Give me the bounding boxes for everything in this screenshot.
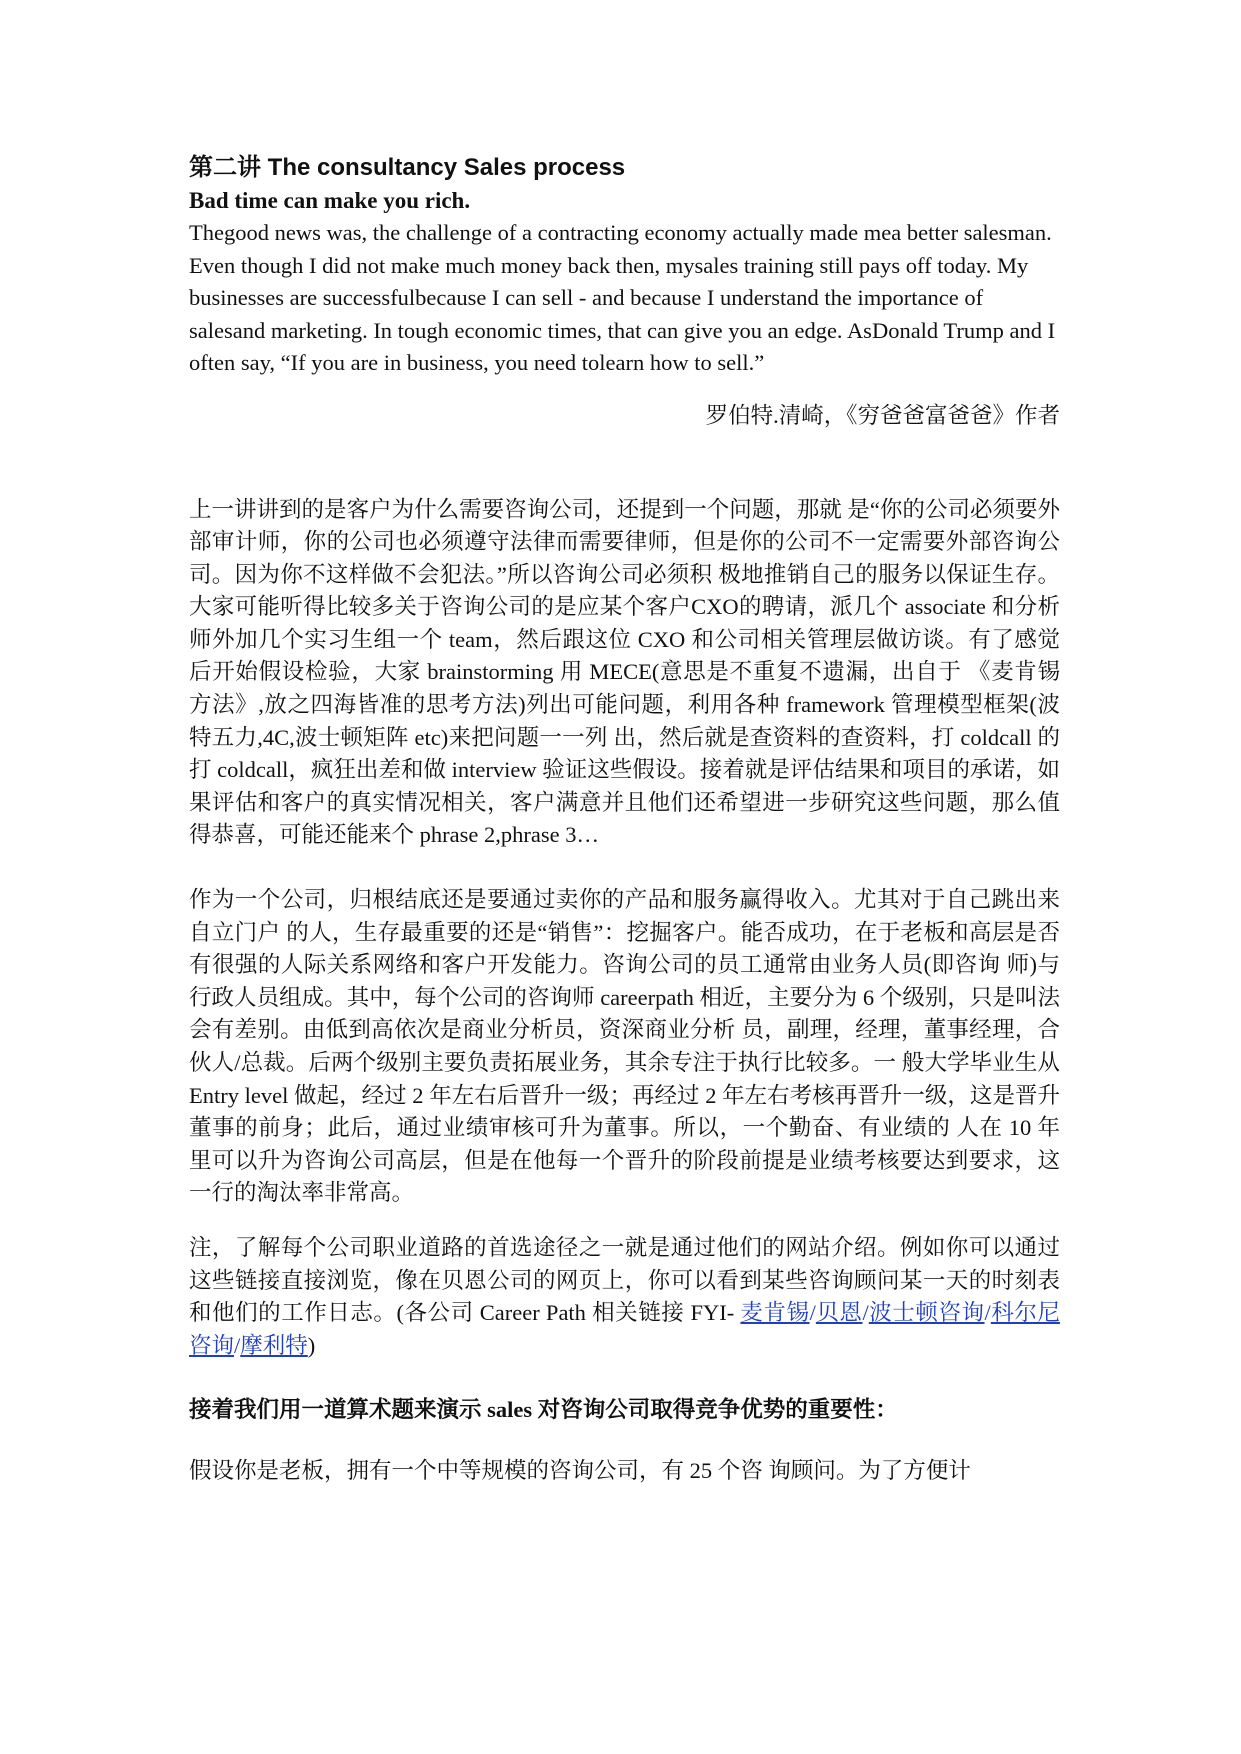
- document-page: [189, 150, 1060, 1488]
- paragraph-career-path: 作为一个公司，归根结底还是要通过卖你的产品和服务赢得收入。尤其对于自己跳出来自立门户 的人，生存最重要的还是“销售”：挖掘客户。能否成功，在于老板和高层是否有很强的人际关系网络和客户开发能力。咨询公司的员工通常由业务人员(即咨询 师)与行政人员组成。其中，每个公司的咨询师 careerpath 相近，主要分为 6 个级别，只是叫法会有差别。由低到高依次是商业分析员，资深商业分析 员，副理，经理，董事经理，合伙人/总裁。后两个级别主要负责拓展业务，其余专注于执行比较多。一 般大学毕业生从 Entry level 做起，经过 2 年左右后晋升一级；再经过 2 年左右考核再晋升一级，这是晋升董事的前身；此后，通过业绩审核可升为董事。所以，一个勤奋、有业绩的 人在 10 年里可以升为咨询公司高层，但是在他每一个晋升的阶段前提是业绩考核要达到要求，这一行的淘汰率非常高。: [189, 887, 1060, 1206]
- career-links-intro: 注，了解每个公司职业道路的首选途径之一就是通过他们的网站介绍。例如你可以通过这些链接直接浏览，像在贝恩公司的网页上，你可以看到某些咨询顾问某一天的时刻表和他们的工作日志。(各公司 Career Path 相关链接 FYI-: [189, 1234, 1060, 1326]
- quote-headline: Bad time can make you rich.: [189, 188, 471, 213]
- link-mckinsey[interactable]: 麦肯锡: [740, 1300, 810, 1326]
- paragraph-career-links: [189, 1232, 1060, 1362]
- lecture-number: 第二讲: [189, 153, 261, 181]
- paragraph-consulting-process: 上一讲讲到的是客户为什么需要咨询公司，还提到一个问题，那就 是“你的公司必须要外部审计师，你的公司也必须遵守法律而需要律师，但是你的公司不一定需要外部咨询公司。因为你不这样做不会犯法。”所以咨询公司必须积 极地推销自己的服务以保证生存。大家可能听得比较多关于咨询公司的是应某个客户CXO的聘请，派几个 associate 和分析师外加几个实习生组一个 team，然后跟这位 CXO 和公司相关管理层做访谈。有了感觉后开始假设检验，大家 brainstorming 用 MECE(意思是不重复不遗漏，出自于 《麦肯锡方法》,放之四海皆准的思考方法)列出可能问题，利用各种 framework 管理模型框架(波特五力,4C,波士顿矩阵 etc)来把问题一一列 出，然后就是查资料的查资料，打 coldcall 的打 coldcall，疯狂出差和做 interview 验证这些假设。接着就是评估结果和项目的承诺，如 果评估和客户的真实情况相关，客户满意并且他们还希望进一步研究这些问题，那么值得恭喜，可能还能来个 phrase 2,phrase 3…: [189, 496, 1060, 848]
- link-bain[interactable]: 贝恩: [815, 1300, 863, 1326]
- link-monitor[interactable]: 摩利特: [240, 1332, 308, 1358]
- career-links-close: ): [307, 1332, 316, 1358]
- opening-quote: Thegood news was, the challenge of a contracting economy actually made mea better salesman. Even though I did not make much money back then, mysales training still pays off today. My businesses are successfulbecause I can sell - and because I understand the importance of salesand marketing. In tough economic times, that can give you an edge. AsDonald Trump and I often say, “If you are in business, you need tolearn how to sell.”: [189, 220, 1056, 375]
- quote-attribution: 罗伯特.清崎，《穷爸爸富爸爸》作者: [705, 402, 1060, 428]
- link-kearney[interactable]: 科尔尼咨询: [189, 1300, 1060, 1358]
- link-separator: /: [234, 1332, 241, 1358]
- paragraph-sales-example-intro: 接着我们用一道算术题来演示 sales 对咨询公司取得竞争优势的重要性：: [189, 1397, 898, 1423]
- link-separator: /: [984, 1300, 991, 1326]
- lecture-title: [189, 150, 1060, 185]
- paragraph-scenario: 假设你是老板，拥有一个中等规模的咨询公司，有 25 个咨 询顾问。为了方便计: [189, 1457, 971, 1483]
- lecture-title-text: The consultancy Sales process: [267, 154, 626, 181]
- link-bcg[interactable]: 波士顿咨询: [868, 1300, 985, 1326]
- link-separator: /: [862, 1300, 869, 1326]
- link-separator: /: [809, 1300, 816, 1326]
